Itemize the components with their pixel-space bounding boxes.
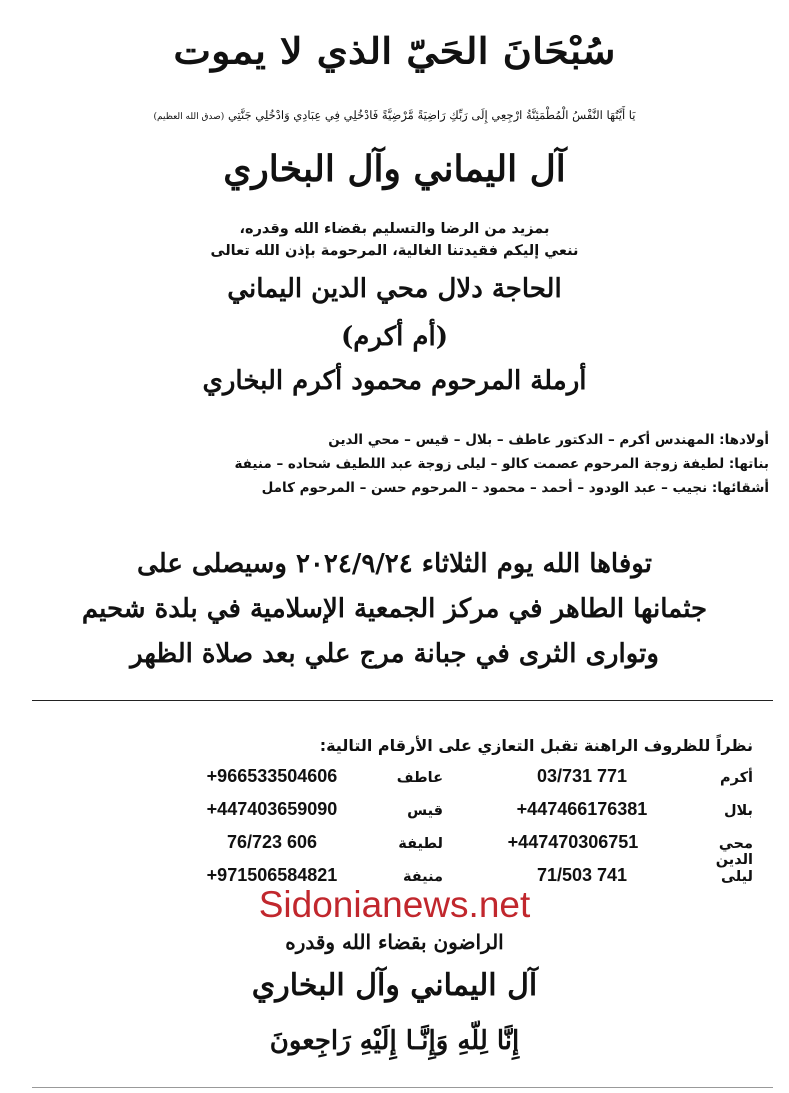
closing-verse: إِنَّا لِلّهِ وَإِنَّـا إِلَيْهِ رَاجِعونَ [269,1026,520,1056]
relatives-list [49,428,769,500]
deceased-kunya: (أم أكرم) [340,322,449,352]
funeral-line-3: وتوارى الثرى في جبانة مرج علي بعد صلاة الظهر [130,639,659,669]
contact-name: منيفة [402,869,443,885]
relatives-sons: أولادها: المهندس أكرم – الدكتور عاطف – بلال – قيس – محي الدين [328,432,769,448]
contact-name: ليلى [721,869,753,885]
condolence-note: نظراً للظروف الراهنة تقبل التعازي على الأرقام التالية: [319,736,753,755]
quran-verse [20,108,769,122]
closing-line-1: الراضون بقضاء الله وقدره [285,930,504,954]
relatives-siblings: أشقائها: نجيب – عبد الودود – أحمد – محمود – المرحوم حسن – المرحوم كامل [261,480,769,496]
divider-top [32,700,773,701]
contact-name: أكرم [719,770,753,786]
contact-number[interactable]: +447403659090 [206,799,338,819]
contact-number[interactable]: +447470306751 [507,832,639,852]
widow-of-line: أرملة المرحوم محمود أكرم البخاري [202,366,587,396]
divider-bottom [32,1087,773,1088]
contact-number[interactable]: +447466176381 [516,799,648,819]
intro-line-1: بمزيد من الرضا والتسليم بقضاء الله وقدره، [239,221,550,237]
contact-name: محي الدين [715,836,753,868]
contact-number[interactable]: +966533504606 [206,766,338,786]
family-title: آل اليماني وآل البخاري [223,148,566,190]
intro-line-2: ننعي إليكم فقيدتنا الغالية، المرحومة بإذن الله تعالى [210,243,579,259]
calligraphy-header: سُبْحَانَ الحَيّ الذي لا يموت [173,30,616,73]
relatives-daughters: بناتها: لطيفة زوجة المرحوم عصمت كالو – ليلى زوجة عبد اللطيف شحاده – منيفة [234,456,769,472]
contact-number[interactable]: +971506584821 [206,865,338,885]
contact-name: بلال [723,803,753,819]
contact-name: عاطف [396,770,443,786]
contact-akram [463,766,753,795]
site-watermark: Sidonianews.net [258,884,531,925]
intro-text [0,218,789,262]
contact-name: قيس [407,803,443,819]
contacts-grid [153,766,753,894]
verse-suffix: (صدق الله العظيم) [153,112,225,122]
closing-family-title: آل اليماني وآل البخاري [251,968,538,1003]
verse-text: يَا أَيَّتُهَا النَّفْسُ الْمُطْمَئِنَّةُ ارْجِعِي إِلَى رَبِّكِ رَاضِيَةً مَّرْضِيَّةً فَادْخُلِي فِي عِبَادِي وَادْخُلِي جَنَّتِي [227,108,636,122]
contact-number[interactable]: 76/723 606 [226,832,318,852]
contact-number[interactable]: 03/731 771 [536,766,628,786]
deceased-name: الحاجة دلال محي الدين اليماني [227,274,562,304]
contact-bilal [463,799,753,828]
funeral-line-1: توفاها الله يوم الثلاثاء ٢٠٢٤/٩/٢٤ وسيصلى على [137,549,652,579]
funeral-announcement [30,542,759,677]
funeral-line-2: جثمانها الطاهر في مركز الجمعية الإسلامية في بلدة شحيم [81,594,708,624]
contact-atef [153,766,443,795]
contact-number[interactable]: 71/503 741 [536,865,628,885]
contact-qais [153,799,443,828]
contact-mohieddine [463,832,753,868]
contact-latifa [153,832,443,861]
contact-name: لطيفة [398,836,443,852]
